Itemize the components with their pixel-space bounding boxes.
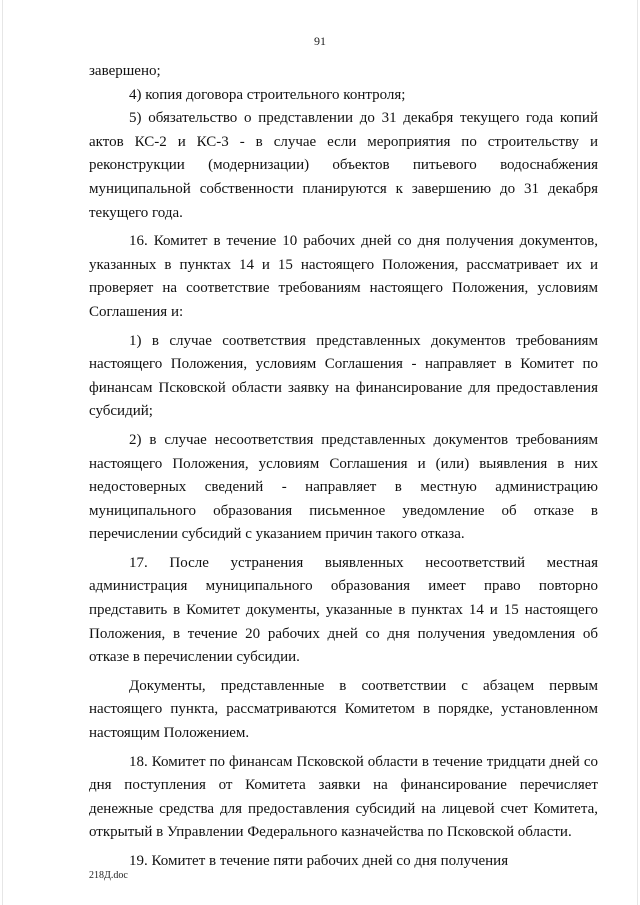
file-name-footer: 218Д.doc bbox=[89, 870, 128, 881]
paragraph-clause-16: 16. Комитет в течение 10 рабочих дней со дня получения документов, указанных в пунктах 14 и 15 настоящего Положения, рассматривает их и проверяет на соответствие требованиям настоящего Положения, условиям Соглашения и: bbox=[89, 233, 598, 320]
paragraph-clause-17: 17. После устранения выявленных несоответствий местная администрация муниципального образования имеет право повторно представить в Комитет документы, указанные в пунктах 14 и 15 настоящего Положения, в течение 20 рабочих дней со дня получения уведомления об отказе в перечислении субсидии. bbox=[89, 554, 598, 666]
document-body bbox=[89, 60, 598, 874]
scan-edge-left bbox=[2, 0, 3, 905]
paragraph-continuation: завершено; bbox=[89, 63, 161, 79]
paragraph-item-5: 5) обязательство о представлении до 31 декабря текущего года копий актов КС-2 и КС-3 - в случае если мероприятия по строительству и реконструкции (модернизации) объектов питьевого водоснабжения муниципальной собственности планируются к завершению до 31 декабря текущего года. bbox=[89, 110, 598, 221]
paragraph-clause-18: 18. Комитет по финансам Псковской области в течение тридцати дней со дня поступления от Комитета заявки на финансирование перечисляет денежные средства для предоставления субсидий на лицевой счет Комитета, открытый в Управлении Федерального казначейства по Псковской области. bbox=[89, 753, 598, 841]
scan-edge-right bbox=[637, 0, 638, 905]
paragraph-clause-19: 19. Комитет в течение пяти рабочих дней со дня получения bbox=[129, 853, 509, 869]
paragraph-clause-16-item-1: 1) в случае соответствия представленных документов требованиям настоящего Положения, условиям Соглашения - направляет в Комитет по финансам Псковской области заявку на финансирование для предоставления субсидий; bbox=[89, 332, 598, 420]
paragraph-clause-16-item-2: 2) в случае несоответствия представленных документов требованиям настоящего Положения, условиям Соглашения и (или) выявления в них недостоверных сведений - направляет в местную администрацию муниципального образования письменное уведомление об отказе в перечислении субсидий с указанием причин такого отказа. bbox=[89, 431, 598, 543]
page-number: 91 bbox=[314, 34, 326, 48]
paragraph-clause-17-documents: Документы, представленные в соответствии с абзацем первым настоящего пункта, рассматриваются Комитетом в порядке, установленном настоящим Положением. bbox=[89, 677, 598, 742]
paragraph-item-4: 4) копия договора строительного контроля; bbox=[129, 86, 406, 103]
